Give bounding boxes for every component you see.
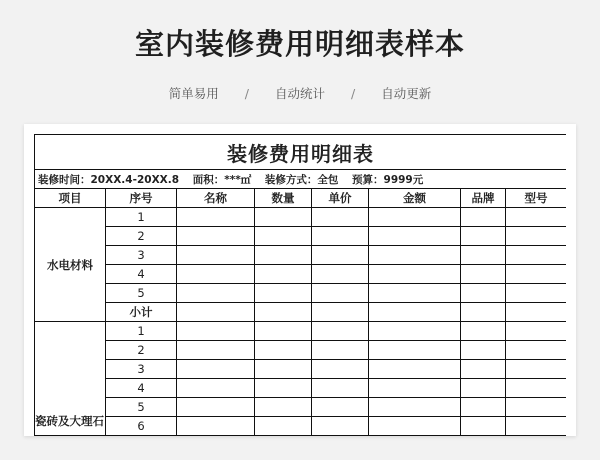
subtotal-cell[interactable] — [461, 303, 506, 322]
sheet-title-row — [35, 135, 567, 170]
data-cell[interactable] — [506, 246, 567, 265]
info-cell — [35, 170, 567, 189]
feature-tags — [0, 84, 600, 102]
info-row — [35, 170, 567, 189]
data-cell[interactable] — [461, 246, 506, 265]
data-cell[interactable] — [506, 284, 567, 303]
data-cell[interactable] — [255, 208, 312, 227]
data-cell[interactable] — [312, 265, 369, 284]
header-model: 型号 — [506, 189, 567, 208]
row-index-cell[interactable]: 2 — [106, 341, 177, 360]
data-cell[interactable] — [369, 417, 461, 436]
data-cell[interactable] — [255, 265, 312, 284]
data-cell[interactable] — [506, 341, 567, 360]
data-cell[interactable] — [461, 398, 506, 417]
data-cell[interactable] — [461, 379, 506, 398]
data-cell[interactable] — [312, 284, 369, 303]
data-cell[interactable] — [461, 417, 506, 436]
row-index-cell[interactable]: 1 — [106, 208, 177, 227]
row-index-cell[interactable]: 4 — [106, 379, 177, 398]
data-cell[interactable] — [255, 227, 312, 246]
row-index-cell[interactable]: 5 — [106, 284, 177, 303]
data-cell[interactable] — [369, 246, 461, 265]
row-index-cell[interactable]: 2 — [106, 227, 177, 246]
table-row — [35, 379, 567, 398]
table-row — [35, 398, 567, 417]
row-index-cell[interactable]: 3 — [106, 360, 177, 379]
data-cell[interactable] — [177, 322, 255, 341]
table-row — [35, 417, 567, 436]
data-cell[interactable] — [255, 246, 312, 265]
row-index-cell[interactable]: 4 — [106, 265, 177, 284]
info-period: 装修时间：20XX.4-20XX.8 — [38, 173, 180, 186]
data-cell[interactable] — [506, 379, 567, 398]
data-cell[interactable] — [177, 341, 255, 360]
data-cell[interactable] — [312, 379, 369, 398]
data-cell[interactable] — [461, 360, 506, 379]
sheet-title: 装修费用明细表 — [35, 135, 567, 170]
header-index: 序号 — [106, 189, 177, 208]
data-cell[interactable] — [177, 398, 255, 417]
table-row — [35, 227, 567, 246]
row-index-cell[interactable]: 1 — [106, 322, 177, 341]
data-cell[interactable] — [461, 322, 506, 341]
row-index-cell[interactable]: 6 — [106, 417, 177, 436]
subtotal-cell[interactable] — [369, 303, 461, 322]
header-brand: 品牌 — [461, 189, 506, 208]
table-row — [35, 284, 567, 303]
header-row — [35, 189, 567, 208]
header-amount: 金额 — [369, 189, 461, 208]
data-cell[interactable] — [255, 322, 312, 341]
data-cell[interactable] — [312, 208, 369, 227]
data-cell[interactable] — [461, 265, 506, 284]
data-cell[interactable] — [177, 265, 255, 284]
data-cell[interactable] — [177, 379, 255, 398]
data-cell[interactable] — [369, 379, 461, 398]
data-cell[interactable] — [255, 398, 312, 417]
subtotal-label: 小计 — [106, 303, 177, 322]
data-cell[interactable] — [461, 208, 506, 227]
data-cell[interactable] — [177, 246, 255, 265]
tag-separator: / — [350, 86, 356, 101]
header-name: 名称 — [177, 189, 255, 208]
info-area: 面积：***㎡ — [192, 173, 252, 186]
data-cell[interactable] — [506, 398, 567, 417]
data-cell[interactable] — [506, 227, 567, 246]
data-cell[interactable] — [506, 360, 567, 379]
data-cell[interactable] — [312, 322, 369, 341]
page-title: 室内装修费用明细表样本 — [134, 27, 465, 61]
data-cell[interactable] — [461, 284, 506, 303]
tag-auto-update: 自动更新 — [381, 86, 432, 101]
data-cell[interactable] — [369, 227, 461, 246]
data-cell[interactable] — [312, 341, 369, 360]
data-cell[interactable] — [255, 284, 312, 303]
tag-easy: 简单易用 — [168, 86, 219, 101]
data-cell[interactable] — [177, 417, 255, 436]
table-row — [35, 246, 567, 265]
spreadsheet-preview-card — [24, 124, 576, 436]
data-cell[interactable] — [461, 227, 506, 246]
info-budget: 预算：9999元 — [352, 173, 424, 186]
data-cell[interactable] — [312, 398, 369, 417]
data-cell[interactable] — [506, 417, 567, 436]
tag-separator: / — [244, 86, 249, 101]
subtotal-row — [35, 303, 567, 322]
row-index-cell[interactable]: 3 — [106, 246, 177, 265]
table-row — [35, 360, 567, 379]
data-cell[interactable] — [369, 322, 461, 341]
data-cell[interactable] — [506, 208, 567, 227]
data-cell[interactable] — [312, 360, 369, 379]
data-cell[interactable] — [369, 398, 461, 417]
data-cell[interactable] — [369, 265, 461, 284]
data-cell[interactable] — [255, 341, 312, 360]
header-quantity: 数量 — [255, 189, 312, 208]
data-cell[interactable] — [369, 360, 461, 379]
table-row — [35, 341, 567, 360]
subtotal-cell[interactable] — [177, 303, 255, 322]
data-cell[interactable] — [369, 341, 461, 360]
row-index-cell[interactable]: 5 — [106, 398, 177, 417]
data-cell[interactable] — [461, 341, 506, 360]
data-cell[interactable] — [255, 360, 312, 379]
subtotal-cell[interactable] — [506, 303, 567, 322]
data-cell[interactable] — [177, 360, 255, 379]
header-project: 项目 — [35, 189, 106, 208]
expense-table — [34, 134, 566, 436]
table-row — [35, 208, 567, 227]
data-cell[interactable] — [506, 322, 567, 341]
data-cell[interactable] — [369, 284, 461, 303]
subtotal-cell[interactable] — [312, 303, 369, 322]
data-cell[interactable] — [177, 227, 255, 246]
data-cell[interactable] — [255, 379, 312, 398]
data-cell[interactable] — [369, 208, 461, 227]
data-cell[interactable] — [312, 246, 369, 265]
tag-auto-stats: 自动统计 — [274, 86, 325, 101]
spreadsheet — [34, 134, 566, 436]
table-row — [35, 265, 567, 284]
data-cell[interactable] — [312, 417, 369, 436]
data-cell[interactable] — [506, 265, 567, 284]
data-cell[interactable] — [177, 208, 255, 227]
group-name-cell[interactable]: 水电材料 — [35, 208, 106, 322]
table-row — [35, 322, 567, 341]
group-name-cell[interactable]: 瓷砖及大理石 — [35, 322, 106, 436]
header-unit-price: 单价 — [312, 189, 369, 208]
info-method: 装修方式：全包 — [264, 173, 339, 186]
data-cell[interactable] — [177, 284, 255, 303]
subtotal-cell[interactable] — [255, 303, 312, 322]
data-cell[interactable] — [312, 227, 369, 246]
data-cell[interactable] — [255, 417, 312, 436]
